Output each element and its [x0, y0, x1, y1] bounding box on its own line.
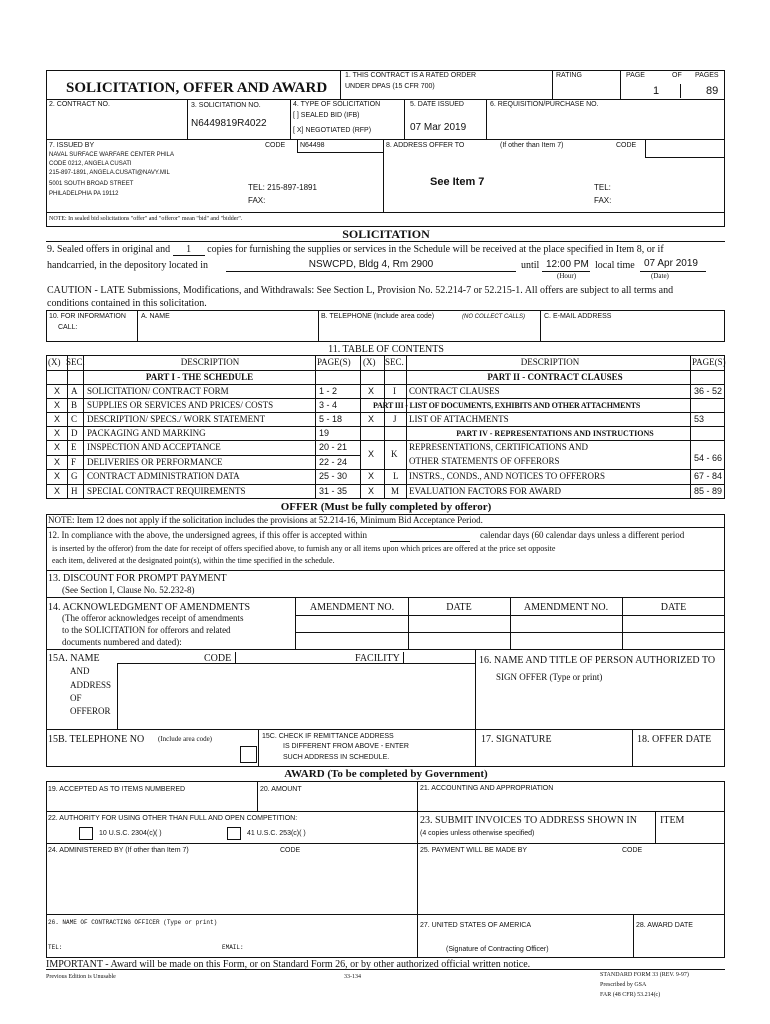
toc-sec: K — [391, 449, 398, 459]
issued-address-2: CODE 0212, ANGELA CUSATI — [49, 161, 132, 167]
item9-text-b: copies for furnishing the supplies or services in the Schedule will be received at the place specified in Item 8, or if — [207, 244, 664, 255]
issued-fax: FAX: — [248, 196, 266, 205]
page-label: PAGE — [626, 72, 645, 79]
previous-edition: Previous Edition is Unusable — [46, 974, 116, 980]
toc-check[interactable]: X — [368, 471, 375, 481]
issued-address-3: 215-897-1891, ANGELA.CUSATI@NAVY.MIL — [49, 170, 170, 176]
item15c-2: IS DIFFERENT FROM ABOVE - ENTER — [283, 743, 409, 750]
toc-pages: 25 - 30 — [319, 471, 348, 481]
toc-desc: SOLICITATION/ CONTRACT FORM — [87, 386, 229, 396]
toc-sec: L — [393, 471, 399, 481]
item24-code: CODE — [280, 847, 301, 854]
contact-name-label: A. NAME — [141, 313, 170, 320]
toc-check[interactable]: X — [368, 414, 375, 424]
item18-label: 18. OFFER DATE — [637, 734, 712, 745]
item26-tel: TEL: — [48, 944, 63, 951]
item16-b: SIGN OFFER (Type or print) — [496, 672, 603, 682]
toc-pages: 36 - 52 — [694, 386, 723, 396]
item22-label: 22. AUTHORITY FOR USING OTHER THAN FULL AND OPEN COMPETITION: — [48, 815, 298, 822]
toc-col-sec-right: SEC. — [385, 357, 404, 367]
item23-a: 23. SUBMIT INVOICES TO ADDRESS SHOWN IN — [420, 815, 637, 826]
toc-desc: CONTRACT ADMINISTRATION DATA — [87, 471, 240, 481]
item15c-3: SUCH ADDRESS IN SCHEDULE. — [283, 754, 390, 761]
standard-form-33: STANDARD FORM 33 (REV. 9-97) — [600, 972, 689, 978]
form-title: SOLICITATION, OFFER AND AWARD — [66, 80, 328, 96]
toc-pages: 85 - 89 — [694, 486, 723, 496]
page-value: 1 — [653, 85, 660, 97]
item23-b: (4 copies unless otherwise specified) — [420, 830, 535, 837]
info-label: 10. FOR INFORMATION — [49, 313, 126, 320]
prescribed-by: Prescribed by GSA — [600, 982, 647, 988]
toc-sec: D — [71, 428, 78, 438]
item15a-line-address: ADDRESS — [70, 680, 112, 690]
toc-desc-1: REPRESENTATIONS, CERTIFICATIONS AND — [409, 442, 589, 452]
item9-line1 — [47, 244, 664, 256]
toc-desc: PACKAGING AND MARKING — [87, 428, 206, 438]
issued-address-4: 5001 SOUTH BROAD STREET — [49, 181, 134, 187]
toc-check[interactable]: X — [54, 414, 61, 424]
toc-desc: SUPPLIES OR SERVICES AND PRICES/ COSTS — [87, 400, 274, 410]
issued-tel: TEL: 215-897-1891 — [248, 183, 317, 192]
item15a-line-offeror: OFFEROR — [70, 706, 111, 716]
toc-part3: PART III - LIST OF DOCUMENTS, EXHIBITS AND OTHER ATTACHMENTS — [373, 401, 641, 410]
facility-label: FACILITY — [355, 653, 400, 664]
toc-col-x-left: (X) — [48, 357, 61, 367]
offer-to-tel: TEL: — [594, 183, 611, 192]
item15b-label: 15B. TELEPHONE NO — [48, 734, 145, 745]
item14-b: (The offeror acknowledges receipt of amendments — [62, 613, 244, 623]
toc-heading: 11. TABLE OF CONTENTS — [328, 344, 444, 355]
toc-check[interactable]: X — [54, 471, 61, 481]
due-date-value[interactable]: 07 Apr 2019 — [644, 258, 698, 269]
of-label: OF — [672, 72, 682, 79]
toc-col-desc-left: DESCRIPTION — [180, 357, 240, 367]
toc-check[interactable]: X — [54, 442, 61, 452]
rating-label: RATING — [556, 72, 582, 79]
toc-sec: M — [391, 486, 400, 496]
toc-check[interactable]: X — [54, 457, 61, 467]
solicitation-type-label: 4. TYPE OF SOLICITATION — [293, 101, 381, 108]
copies-value[interactable]: 1 — [173, 244, 205, 256]
rated-order-label: 1. THIS CONTRACT IS A RATED ORDER — [345, 72, 477, 79]
toc-pages: 20 - 21 — [319, 442, 348, 452]
toc-part2: PART II - CONTRACT CLAUSES — [487, 372, 623, 382]
toc-desc: CONTRACT CLAUSES — [409, 386, 500, 396]
toc-col-desc-right: DESCRIPTION — [520, 357, 580, 367]
toc-sec: E — [71, 442, 77, 452]
solicitation-no-label: 3. SOLICITATION NO. — [191, 102, 261, 109]
toc-check[interactable]: X — [368, 386, 375, 396]
toc-pages: 53 — [694, 414, 705, 424]
toc-pages: 3 - 4 — [319, 400, 338, 410]
toc-part1: PART I - THE SCHEDULE — [145, 372, 254, 382]
item25-label: 25. PAYMENT WILL BE MADE BY — [420, 847, 528, 854]
offer-to-label: 8. ADDRESS OFFER TO — [386, 142, 465, 149]
offer-to-note: (If other than Item 7) — [500, 142, 564, 149]
far-citation: FAR (48 CFR) 53.214(c) — [600, 992, 661, 998]
toc-part4: PART IV - REPRESENTATIONS AND INSTRUCTIONS — [456, 429, 654, 438]
toc-pages: 67 - 84 — [694, 471, 723, 481]
item23-item-label: ITEM — [660, 815, 685, 826]
offer-to-fax: FAX: — [594, 196, 612, 205]
toc-sec: C — [71, 414, 78, 424]
pages-value: 89 — [706, 85, 719, 97]
negotiated-option[interactable]: [ X] NEGOTIATED (RFP) — [293, 127, 372, 134]
offeror-code-label: CODE — [204, 653, 232, 664]
toc-desc: SPECIAL CONTRACT REQUIREMENTS — [87, 486, 246, 496]
solicitation-no[interactable]: N6449819R4022 — [191, 118, 267, 129]
toc-sec: H — [71, 486, 78, 496]
item9-text-a: 9. Sealed offers in original and — [47, 244, 171, 255]
see-item-7: See Item 7 — [430, 176, 485, 188]
contact-email-label: C. E-MAIL ADDRESS — [544, 313, 612, 320]
usc-2304-label: 10 U.S.C. 2304(c)( ) — [99, 830, 162, 837]
item26-email: EMAIL: — [222, 944, 244, 951]
row-2-6 — [46, 99, 725, 140]
toc-check[interactable]: X — [368, 486, 375, 496]
toc-desc-2: OTHER STATEMENTS OF OFFERORS — [409, 456, 560, 466]
rated-order-sub: UNDER DPAS (15 CFR 700) — [345, 83, 435, 90]
toc-col-pages-left: PAGE(S) — [317, 357, 351, 367]
item24-label: 24. ADMINISTERED BY (If other than Item 7) — [48, 847, 189, 854]
toc-sec: A — [71, 386, 78, 396]
sealed-bid-option[interactable]: [ ] SEALED BID (IFB) — [293, 112, 360, 119]
item14-c: to the SOLICITATION for offerors and related — [62, 625, 231, 635]
toc-check[interactable]: X — [54, 400, 61, 410]
toc-desc: INSTRS., CONDS., AND NOTICES TO OFFERORS — [409, 471, 605, 481]
until-label: until — [521, 260, 540, 271]
toc-pages: 1 - 2 — [319, 386, 338, 396]
award-heading: AWARD (To be completed by Government) — [284, 768, 488, 780]
item13-b: (See Section I, Clause No. 52.232-8) — [62, 585, 195, 595]
offer-heading: OFFER (Must be fully completed by offeror) — [280, 501, 492, 513]
contract-no-label: 2. CONTRACT NO. — [49, 101, 110, 108]
code-label-7: CODE — [265, 142, 286, 149]
toc-check[interactable]: X — [54, 486, 61, 496]
hour-label: (Hour) — [557, 272, 577, 280]
code-value-7: N64498 — [300, 142, 325, 149]
important-note: IMPORTANT - Award will be made on this Form, or on Standard Form 26, or by other authorized official written notice. — [46, 959, 531, 970]
amend-no-label-1: AMENDMENT NO. — [309, 602, 395, 613]
toc-check[interactable]: X — [54, 428, 61, 438]
toc-desc: LIST OF ATTACHMENTS — [409, 414, 509, 424]
solicitation-heading: SOLICITATION — [342, 227, 430, 241]
pages-label: PAGES — [695, 72, 719, 79]
date-issued-label: 5. DATE ISSUED — [410, 101, 464, 108]
item25-code: CODE — [622, 847, 643, 854]
item21-label: 21. ACCOUNTING AND APPROPRIATION — [420, 785, 554, 792]
item27-label: 27. UNITED STATES OF AMERICA — [420, 922, 531, 929]
toc-sec: J — [393, 414, 397, 424]
toc-desc: DESCRIPTION/ SPECS./ WORK STATEMENT — [87, 414, 266, 424]
date-label: (Date) — [651, 272, 669, 280]
item12-d: each item, delivered at the designated point(s), within the time specified in the schedule. — [52, 556, 335, 565]
issued-address-5: PHILADELPHIA PA 19112 — [49, 191, 119, 197]
item13-a: 13. DISCOUNT FOR PROMPT PAYMENT — [48, 573, 227, 584]
item15b-area: (Include area code) — [158, 735, 213, 743]
amend-date-label-2: DATE — [660, 602, 687, 613]
issued-by-label: 7. ISSUED BY — [49, 142, 95, 149]
item20-label: 20. AMOUNT — [260, 786, 302, 793]
remittance-checkbox[interactable] — [240, 746, 257, 763]
toc-check[interactable]: X — [368, 449, 375, 459]
toc-desc: INSPECTION AND ACCEPTANCE — [87, 442, 221, 452]
toc-desc: DELIVERIES OR PERFORMANCE — [87, 457, 223, 467]
toc-pages: 31 - 35 — [319, 486, 348, 496]
item27-sig: (Signature of Contracting Officer) — [446, 946, 549, 953]
amend-date-label-1: DATE — [446, 602, 472, 613]
item12-a: 12. In compliance with the above, the undersigned agrees, if this offer is accepted within — [48, 530, 367, 540]
depository-value[interactable]: NSWCPD, Bldg 4, Rm 2900 — [308, 259, 434, 270]
note12: NOTE: Item 12 does not apply if the solicitation includes the provisions at 52.214-16, Minimum Bid Acceptance Period. — [48, 515, 483, 525]
toc-col-sec-left: SEC. — [66, 357, 85, 367]
item9-text-c: handcarried, in the depository located in — [47, 260, 209, 271]
toc-col-pages-right: PAGE(S) — [692, 357, 726, 367]
toc-desc: EVALUATION FACTORS FOR AWARD — [409, 486, 562, 496]
toc-pages: 5 - 18 — [319, 414, 343, 424]
toc-sec: B — [71, 400, 78, 410]
issued-address-1: NAVAL SURFACE WARFARE CENTER PHILA — [49, 152, 175, 158]
item15a-label: 15A. NAME — [48, 653, 100, 664]
date-issued[interactable]: 07 Mar 2019 — [410, 122, 467, 133]
toc-sec: F — [71, 457, 77, 467]
no-collect-calls: (NO COLLECT CALLS) — [462, 314, 526, 320]
item28-label: 28. AWARD DATE — [636, 922, 693, 929]
hour-value[interactable]: 12:00 PM — [546, 259, 589, 270]
item17-label: 17. SIGNATURE — [481, 734, 552, 745]
usc-253-checkbox[interactable] — [227, 827, 241, 840]
info-call: CALL: — [58, 324, 78, 331]
requisition-label: 6. REQUISITION/PURCHASE NO. — [490, 101, 599, 108]
item15a-line-of: OF — [70, 693, 82, 703]
toc-pages: 54 - 66 — [694, 453, 723, 463]
toc-sec: I — [393, 386, 396, 396]
contact-phone-label: B. TELEPHONE (Include area code) — [321, 313, 435, 320]
toc-pages: 22 - 24 — [319, 457, 348, 467]
sealed-bid-note: NOTE: In sealed bid solicitations "offer" and "offeror" mean "bid" and "bidder". — [49, 216, 243, 222]
toc-sec: G — [71, 471, 78, 481]
offer-to-code-label: CODE — [616, 142, 637, 149]
item12-b: calendar days (60 calendar days unless a different period — [480, 530, 685, 540]
item12-c: is inserted by the offeror) from the date for receipt of offers specified above, to furnish any or all items upon which prices are offered at the price set opposite — [52, 544, 556, 553]
item14-a: 14. ACKNOWLEDGMENT OF AMENDMENTS — [48, 602, 251, 613]
item15a-line-and: AND — [70, 666, 90, 676]
item15c-1: 15C. CHECK IF REMITTANCE ADDRESS — [262, 733, 394, 740]
usc-2304-checkbox[interactable] — [79, 827, 93, 840]
usc-253-label: 41 U.S.C. 253(c)( ) — [247, 830, 306, 837]
caution-line1: CAUTION - LATE Submissions, Modifications, and Withdrawals: See Section L, Provision No. 52.214-7 or 52.215-1. All offers are subject to all terms and — [47, 285, 674, 296]
form-number: 33-134 — [344, 974, 361, 980]
item19-label: 19. ACCEPTED AS TO ITEMS NUMBERED — [48, 786, 186, 793]
toc-check[interactable]: X — [54, 386, 61, 396]
caution-line2: conditions contained in this solicitation. — [47, 298, 207, 309]
item16-a: 16. NAME AND TITLE OF PERSON AUTHORIZED TO — [479, 655, 716, 666]
item26-label: 26. NAME OF CONTRACTING OFFICER (Type or print) — [48, 919, 218, 926]
toc-col-x-right: (X) — [363, 357, 376, 367]
toc-pages: 19 — [319, 428, 330, 438]
item14-d: documents numbered and dated): — [62, 637, 182, 647]
amend-no-label-2: AMENDMENT NO. — [523, 602, 609, 613]
local-time-label: local time — [595, 260, 635, 271]
